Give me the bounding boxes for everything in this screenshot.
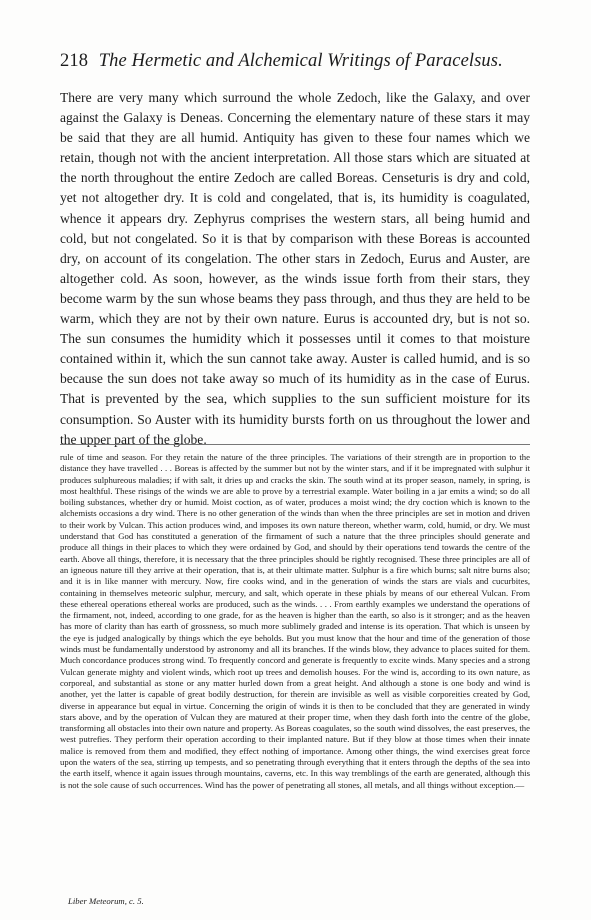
footnote-text: rule of time and season. For they retain the nature of the three principles. The variations of their strength are in proportion to the distance they have travelled . . . Boreas is affected by the summer but not by the winter stars, and if it be impregnated with sulphur it produces sulphureous maladies; if with salt, it dries up and cracks the skin. The south wind at its proper season, namely, in spring, is most healthful. These risings of the winds we are able to prove by a terrestrial example. Water boiling in a jar emits a wind; so do all boiling substances, whether dry or humid. Moist coction, as of water, produces a moist wind; the dry coction which is known to the alchemists occasions a dry wind. There is no other generation of the winds than when the three principles are set in motion and driven to their work by Vulcan. This action produces wind, and imposes its own nature thereon, whether warm, cold, humid, or dry. We must understand that God has constituted a generation of the firmament of such a nature that the three principles should generate and produce all things in their places to which they were ordained by God, and should by their operations tend towards the centre of the earth. Above all things, therefore, it is necessary that the three principles should be rightly recognised. These three principles are all of an igneous nature till they arrive at their operation, that is, at their ultimate matter. Sulphur is a fire which burns; salt nitre burns also; and it is in like manner with mercury. Now, fire cooks wind, and in the generation of winds the stars are vials and cucurbites, containing in themselves meteoric sulphur, mercury, and salt, which operate in these phials by means of our ethereal Vulcan. From these ethereal operations ethereal works are produced, such as the winds. . . . From earthly examples we understand the operations of the firmament, not, indeed, according to one grade, for as the heaven is higher than the earth, so also is it stronger; and as the heaven has more of clarity than has earth of grossness, so much more sublimely graded and intense is its operation. That which is unseen by the eye is judged analogically by things which the eye beholds. But you must know that the hour and time of the generation of those winds must be fundamentally understood by astronomy and all its branches. If the winds blow, they advance to places suited for them. Much concordance produces strong wind. To frequently concord and generate is frequently to excite winds. Many species and a strong Vulcan generate mighty and violent winds, which root up trees and demolish houses. For the wind is, according to its own nature, as corporeal, and substantial as stone or any matter hurled down from a great height. And although a stone is one body and wind is another, yet the latter is capable of great bodily destruction, for therein are invisible as well as visible corporeities created by God, diverse in appearance but equal in virtue. Concerning the origin of winds it is then to be concluded that they are generated in windy stars above, and by the operation of Vulcan they are matured at their proper time, when they dash forth into the centre of the globe, transforming all obstacles into their own nature and property. As Boreas coagulates, so the south wind dissolves, the east preserves, the west putrefies. They perform their operation according to their implanted nature. But if they blow at those times when their innate malice is removed from them and modified, they effect nothing of importance. Among other things, the wind exercises great force upon the waters of the sea, stirring up tempests, and so penetrating through everything that it enters through the depths of the sea into the earth itself, whence it again issues through mountains, caverns, etc. In this way tremblings of the earth are generated, although this is not the sole cause of such occurrences. Wind has the power of penetrating all stones, all metals, and all things without exception.— xyxy=(60,452,530,790)
running-head xyxy=(60,50,540,72)
running-title: The Hermetic and Alchemical Writings of Paracelsus. xyxy=(98,51,503,71)
footnote-divider xyxy=(60,444,530,445)
page-number: 218 xyxy=(60,51,89,71)
main-paragraph: There are very many which surround the whole Zedoch, like the Galaxy, and over against the Galaxy is Deneas. Concerning the elementary nature of these stars it may be said that they are all humid. Antiquity has given to these four names which we retain, though not with the ancient interpretation. All those stars which are situated at the north throughout the entire Zedoch are called Boreas. Censeturis is dry and cold, yet not altogether dry. It is cold and congelated, that is, its humidity is coagulated, whence it appears dry. Zephyrus comprises the western stars, all being humid and cold, but not congelated. So it is that by comparison with these Boreas is accounted dry, on account of its congelation. The other stars in Zedoch, Eurus and Auster, are altogether cold. As soon, however, as the winds issue forth from their stars, they become warm by the sun whose beams they pass through, and thus they are held to be warm, which they are not by their own nature. Eurus is accounted dry, but is not so. The sun consumes the humidity which it possesses until it comes to that moisture contained within it, which the sun cannot take away. Auster is called humid, and is so because the sun does not take away so much of its humidity as in the case of Eurus. That is prevented by the sea, which supplies to the sun sufficient moisture for its consumption. So Auster with its humidity bursts forth on us throughout the lower and the upper part of the globe. xyxy=(60,90,530,447)
footnote-citation: Liber Meteorum, c. 5. xyxy=(68,896,144,906)
